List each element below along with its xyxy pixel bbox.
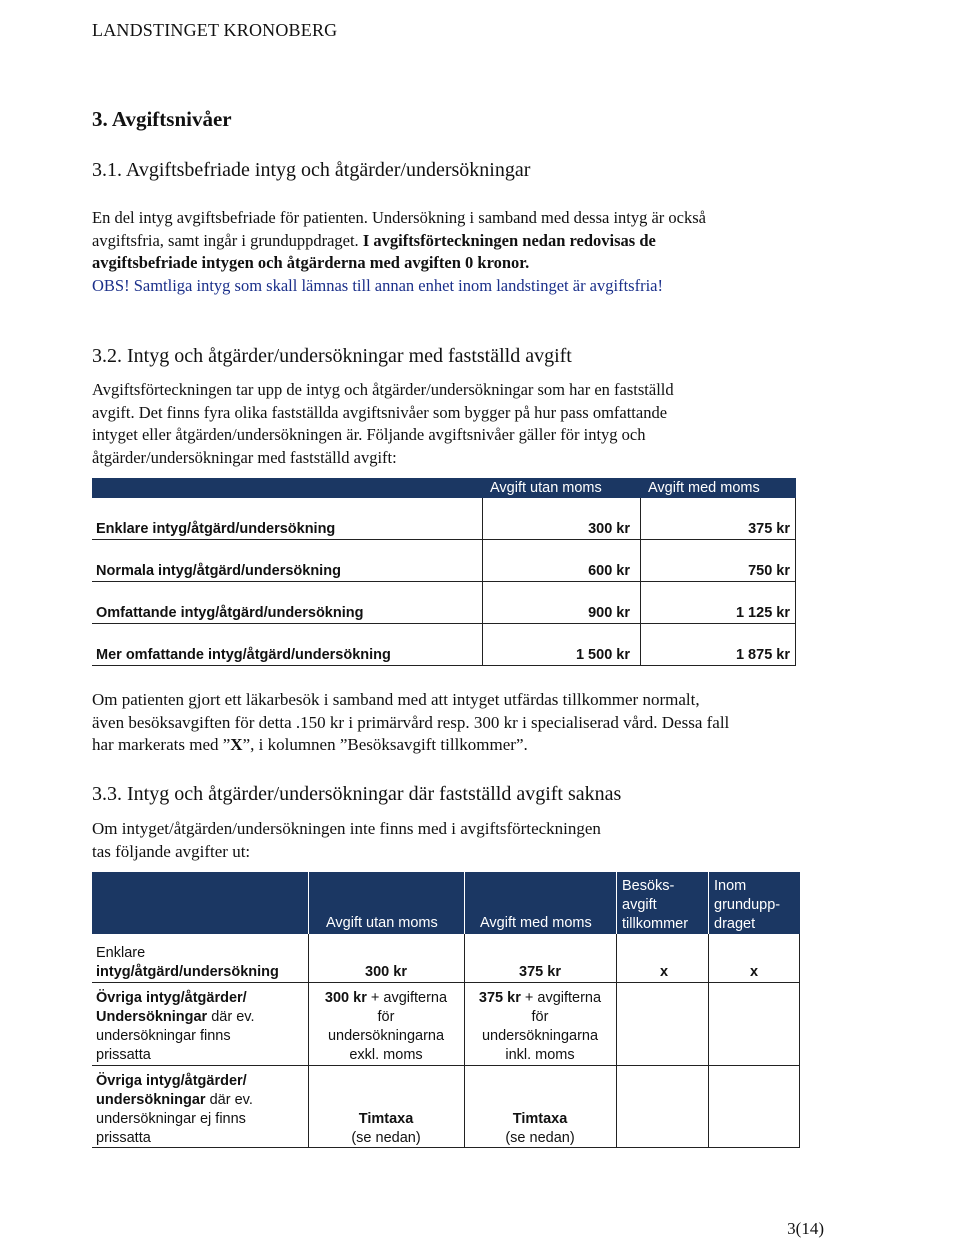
col-header-basic-commission	[714, 877, 780, 934]
text-line: Om intyget/åtgärden/undersökningen inte finns med i avgiftsförteckningen	[92, 819, 601, 838]
header-line: avgift	[622, 897, 657, 913]
bold-text: avgiftsbefriade intygen och åtgärderna med avgiften 0 kronor.	[92, 253, 530, 272]
bold-text: X	[230, 735, 243, 754]
col-header-med-moms: Avgift med moms	[648, 480, 760, 496]
row-label: Normala intyg/åtgärd/undersökning	[96, 563, 341, 579]
col-header-utan-moms: Avgift utan moms	[490, 480, 602, 496]
label-line: Övriga intyg/åtgärder/	[96, 1073, 247, 1089]
table-header	[92, 872, 800, 934]
bold-text: 375 kr	[478, 990, 521, 1006]
header-line: tillkommer	[622, 916, 689, 932]
value-line: undersökningarna	[481, 1028, 599, 1044]
row-label: Mer omfattande intyg/åtgärd/undersökning	[96, 647, 391, 663]
label-line: prissatta	[96, 1047, 151, 1063]
col-header-med-moms: Avgift med moms	[480, 915, 592, 931]
label-line: prissatta	[96, 1130, 151, 1146]
fee-excl-vat: 300 kr	[365, 964, 407, 980]
label-line: undersökningar ej finns	[96, 1111, 246, 1127]
obs-text: Samtliga intyg som skall lämnas till annan enhet inom landstinget är avgiftsfria!	[133, 275, 663, 295]
header-line: Inom	[714, 878, 747, 894]
value-line: inkl. moms	[505, 1047, 575, 1063]
text-line	[92, 252, 872, 275]
value-line: Timtaxa	[358, 1111, 414, 1127]
col-header-utan-moms: Avgift utan moms	[326, 915, 438, 931]
label-line: intyg/åtgärd/undersökning	[96, 964, 279, 980]
row-label	[96, 944, 279, 982]
bold-text: undersökningar	[96, 1092, 206, 1108]
fee-incl-vat	[464, 1110, 616, 1148]
fee-excl-vat	[308, 989, 464, 1065]
table-row	[92, 498, 796, 540]
table-row	[92, 540, 796, 582]
value-line: undersökningarna	[327, 1028, 445, 1044]
header-line: Besöks-	[622, 878, 675, 894]
paragraph-3-3	[92, 818, 872, 863]
table-row	[92, 1066, 800, 1148]
fee-excl-vat	[308, 1110, 464, 1148]
text-line: Om patienten gjort ett läkarbesök i samband med att intyget utfärdas tillkommer normalt,	[92, 690, 700, 709]
table-row	[92, 934, 800, 983]
fee-excl-vat: 600 kr	[588, 563, 630, 579]
value-line: (se nedan)	[505, 1130, 575, 1146]
fee-incl-vat: 1 125 kr	[735, 605, 790, 621]
fee-incl-vat: 1 875 kr	[735, 647, 790, 663]
text-span: avgiftsfria, samt ingår i grunduppdraget.	[92, 230, 363, 250]
text-line: tas följande avgifter ut:	[92, 841, 251, 861]
label-line	[96, 1091, 253, 1110]
paragraph-3-2	[92, 379, 872, 469]
paragraph-3-1	[92, 207, 872, 297]
bold-text: Undersökningar	[96, 1009, 208, 1025]
table-header	[92, 478, 796, 498]
fee-excl-vat: 300 kr	[588, 521, 630, 537]
text-span: har markerats med ”	[92, 735, 231, 754]
page-number: 3(14)	[787, 1219, 824, 1238]
visit-fee-mark: x	[660, 964, 669, 980]
value-line: Timtaxa	[512, 1111, 568, 1127]
fee-excl-vat: 1 500 kr	[575, 647, 630, 663]
row-label: Omfattande intyg/åtgärd/undersökning	[96, 605, 364, 621]
value-line: (se nedan)	[351, 1130, 421, 1146]
value-line: för	[531, 1009, 549, 1025]
text-span: där ev.	[205, 1092, 253, 1108]
value-line: exkl. moms	[349, 1047, 423, 1063]
header-line: grundupp-	[714, 897, 781, 913]
subsection-title-3-1: 3.1. Avgiftsbefriade intyg och åtgärder/undersökningar	[92, 159, 531, 181]
text-line: även besöksavgiften för detta .150 kr i primärvård resp. 300 kr i specialiserad vård. Dessa fall	[92, 712, 730, 732]
text-span: intyget eller åtgärden/undersökningen är.	[92, 425, 367, 444]
header-line: draget	[714, 916, 756, 932]
fee-incl-vat	[464, 989, 616, 1065]
table-row	[92, 624, 796, 666]
value-line: för	[377, 1009, 395, 1025]
fee-incl-vat: 750 kr	[748, 563, 790, 579]
text-line: avgift. Det finns fyra olika fastställda avgiftsnivåer som bygger på hur pass omfattande	[92, 402, 668, 422]
subsection-title-3-3: 3.3. Intyg och åtgärder/undersökningar där fastställd avgift saknas	[92, 783, 622, 805]
org-header: LANDSTINGET KRONOBERG	[92, 20, 338, 40]
value-line	[308, 989, 464, 1008]
text-span: + avgifterna	[520, 990, 602, 1006]
text-span: där ev.	[207, 1009, 255, 1025]
basic-commission-mark: x	[750, 964, 759, 980]
text-line: Avgiftsförteckningen tar upp de intyg och åtgärder/undersökningar som har en fastställd	[92, 380, 674, 399]
paragraph-visit-fee	[92, 689, 872, 757]
bold-text: I avgiftsförteckningen nedan redovisas de	[362, 230, 656, 250]
obs-line	[92, 275, 872, 298]
label-line: undersökningar finns	[96, 1028, 231, 1044]
fee-incl-vat: 375 kr	[748, 521, 790, 537]
text-line: En del intyg avgiftsbefriade för patienten. Undersökning i samband med dessa intyg är också	[92, 208, 706, 227]
obs-label: OBS!	[92, 275, 134, 295]
row-label	[96, 1072, 253, 1148]
text-span: Följande avgiftsnivåer gäller för intyg och	[366, 425, 646, 444]
text-line	[92, 734, 872, 757]
fee-incl-vat: 375 kr	[519, 964, 561, 980]
col-header-visit-fee	[622, 877, 688, 934]
row-label: Enklare intyg/åtgärd/undersökning	[96, 521, 336, 537]
label-line: Övriga intyg/åtgärder/	[96, 990, 247, 1006]
text-line: åtgärder/undersökningar med fastställd avgift:	[92, 447, 397, 467]
text-span: + avgifterna	[366, 990, 448, 1006]
section-title: 3. Avgiftsnivåer	[92, 107, 232, 131]
text-span: ”, i kolumnen ”Besöksavgift tillkommer”.	[242, 735, 528, 754]
table-row	[92, 983, 800, 1066]
bold-text: 300 kr	[324, 990, 367, 1006]
label-line	[96, 1008, 254, 1027]
table-row	[92, 582, 796, 624]
label-line: Enklare	[96, 945, 146, 961]
fee-excl-vat: 900 kr	[588, 605, 630, 621]
row-label	[96, 989, 254, 1065]
text-line	[92, 230, 872, 253]
subsection-title-3-2: 3.2. Intyg och åtgärder/undersökningar med fastställd avgift	[92, 345, 572, 367]
text-line	[92, 424, 872, 447]
value-line	[464, 989, 616, 1008]
